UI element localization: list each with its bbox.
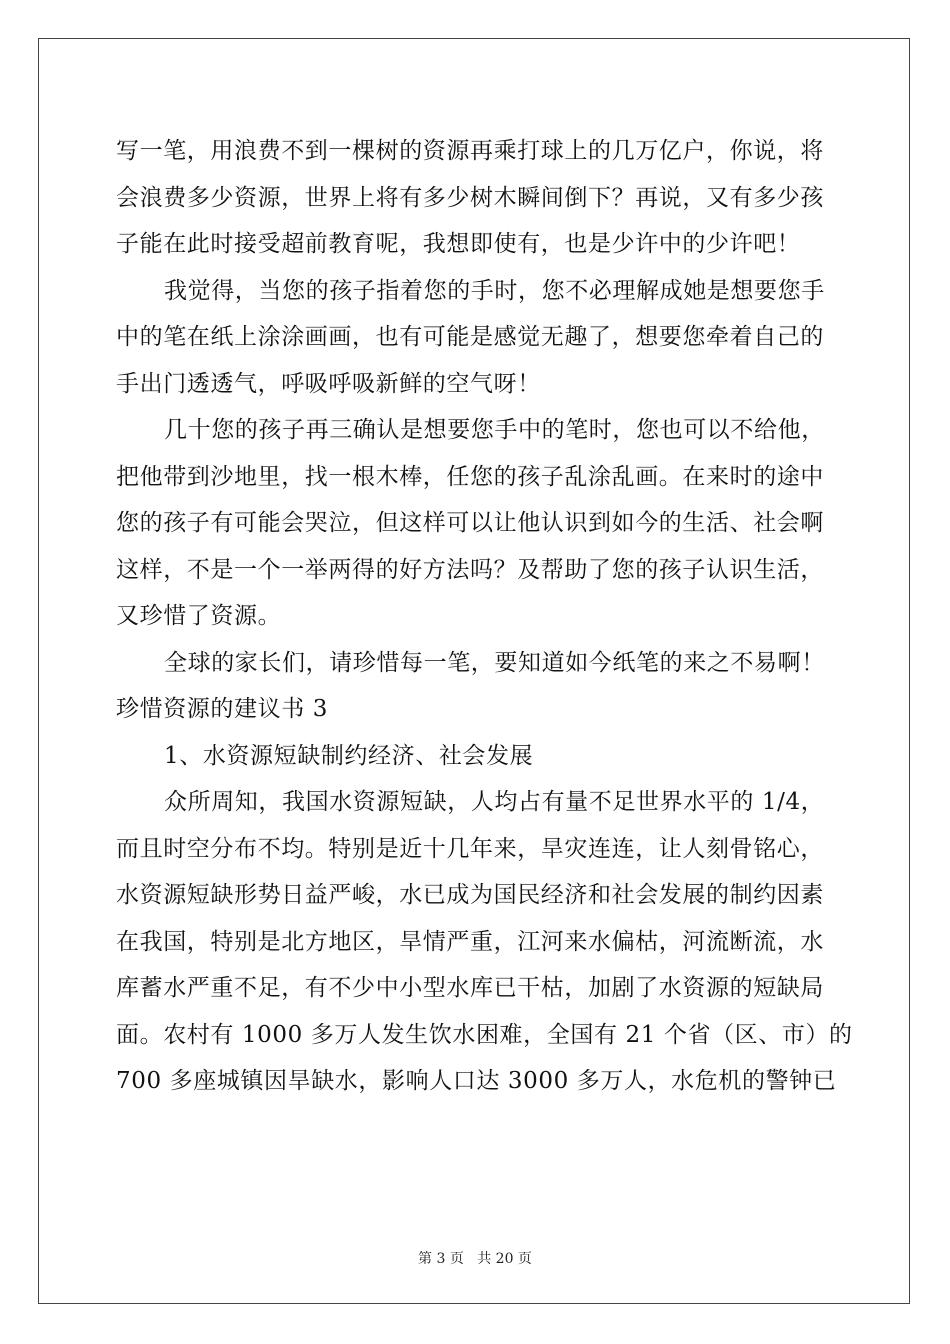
page-footer: [0, 1248, 950, 1268]
text-line: 几十您的孩子再三确认是想要您手中的笔时，您也可以不给他，: [164, 417, 825, 443]
text-line: 全球的家长们，请珍惜每一笔，要知道如今纸笔的来之不易啊！: [164, 649, 825, 676]
text-line: 中的笔在纸上涂涂画画，也有可能是感觉无趣了，想要您牵着自己的: [116, 324, 824, 350]
text-line: 子能在此时接受超前教育呢，我想即使有，也是少许中的少许吧！: [116, 231, 801, 257]
text-line: 700 多座城镇因旱缺水，影响人口达 3000 多万人，水危机的警钟已: [116, 1068, 837, 1094]
text-line: 而且时空分布不均。特别是近十几年来，旱灾连连，让人刻骨铭心，: [116, 835, 824, 862]
text-line: 众所周知，我国水资源短缺，人均占有量不足世界水平的 1/4，: [164, 789, 825, 815]
text-line: 面。农村有 1000 多万人发生饮水困难，全国有 21 个省（区、市）的: [116, 1021, 853, 1048]
text-line: 手出门透透气，呼吸呼吸新鲜的空气呀！: [116, 370, 541, 397]
text-line: 又珍惜了资源。: [116, 603, 282, 629]
text-line: 1、水资源短缺制约经济、社会发展: [164, 742, 534, 769]
text-line: 会浪费多少资源，世界上将有多少树木瞬间倒下？再说，又有多少孩: [116, 184, 824, 211]
text-line: 在我国，特别是北方地区，旱情严重，江河来水偏枯，河流断流，水: [116, 928, 824, 955]
text-line: 把他带到沙地里，找一根木棒，任您的孩子乱涂乱画。在来时的途中: [116, 463, 824, 490]
text-line: 您的孩子有可能会哭泣，但这样可以让他认识到如今的生活、社会啊: [116, 510, 824, 536]
page-total: 共 20 页: [477, 1251, 532, 1267]
text-line: 库蓄水严重不足，有不少中小型水库已干枯，加剧了水资源的短缺局: [116, 975, 824, 1001]
text-line: 珍惜资源的建议书 3: [116, 696, 328, 722]
text-line: 这样，不是一个一举两得的好方法吗？及帮助了您的孩子认识生活，: [116, 556, 824, 583]
text-line: 我觉得，当您的孩子指着您的手时，您不必理解成她是想要您手: [164, 277, 825, 304]
footer-separator: [464, 1251, 477, 1267]
text-line: 水资源短缺形势日益严峻，水已成为国民经济和社会发展的制约因素: [116, 882, 824, 908]
page-number: 第 3 页: [418, 1251, 464, 1267]
document-body: [116, 128, 853, 1105]
text-line: 写一笔，用浪费不到一棵树的资源再乘打球上的几万亿户，你说，将: [116, 138, 824, 164]
